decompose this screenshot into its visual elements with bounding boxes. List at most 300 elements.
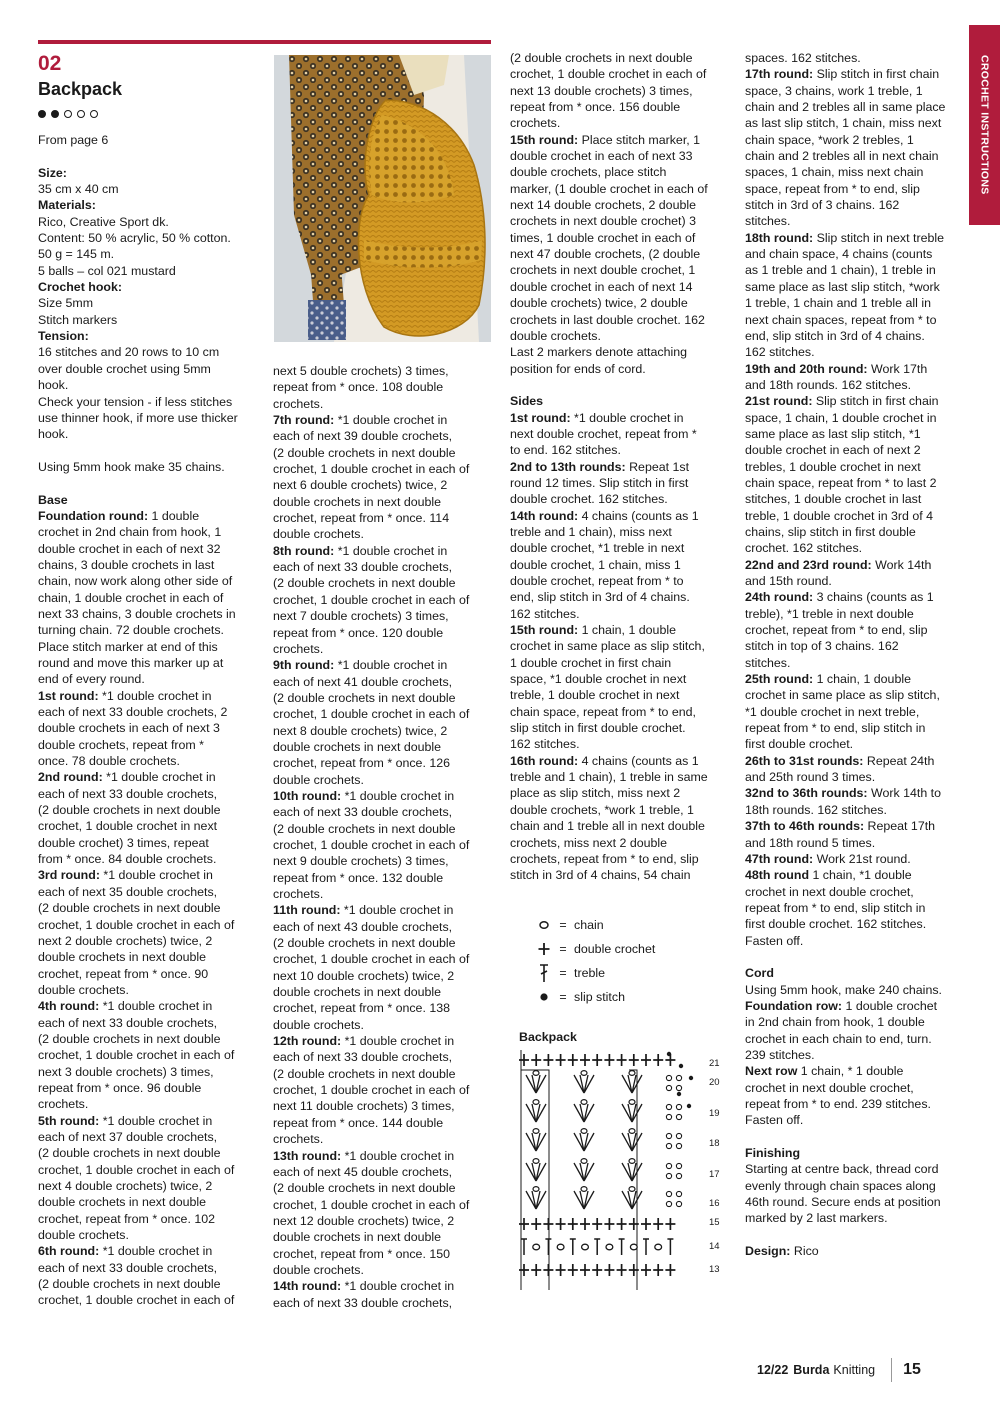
treble-mark [521, 1239, 527, 1255]
text-line: next 6 double crochets) twice, 2 [273, 478, 448, 493]
text-line: next double crochet, repeat from * [510, 426, 697, 441]
chain-mark [666, 1201, 671, 1206]
text-line: and 18th rounds. 162 stitches. [745, 377, 912, 392]
chain-mark [666, 1173, 671, 1178]
section-tab-label: CROCHET INSTRUCTIONS [978, 55, 991, 195]
difficulty-rating [38, 110, 98, 118]
text-line: next 11 double crochets) 3 times, [273, 1099, 455, 1114]
slip-stitch-mark [677, 1092, 681, 1096]
column-4 [745, 50, 965, 1259]
slip-stitch-mark [687, 1104, 691, 1108]
text-line: chain space, repeat from * to end, [510, 704, 696, 719]
text-line: 9th round: *1 double crochet in [273, 658, 448, 673]
text-line: crochet, 1 double crochet in each of [510, 67, 707, 82]
chain-mark [581, 1187, 587, 1192]
text-line: double crochet, 1 chain, miss 1 [510, 557, 681, 572]
text-line: marker, (1 double crochet in each of [510, 181, 708, 196]
text-line: 2nd to 13th rounds: Repeat 1st [510, 459, 690, 474]
chain-mark [581, 1129, 587, 1134]
text-line: next 33 chains, 3 double crochets in [38, 606, 236, 621]
column-1 [38, 132, 263, 1309]
text-line: chains, 3 double crochets in last [38, 557, 215, 572]
chain-mark [666, 1163, 671, 1168]
text-line: 1 treble, 1 chain and 1 treble all in [745, 296, 931, 311]
double-crochet-mark [568, 1264, 578, 1276]
text-line: 5th round: *1 double crochet in [38, 1113, 213, 1128]
chart-row-label: 13 [709, 1264, 720, 1275]
text-line: repeat from * to end, slip stitch in [745, 900, 926, 915]
symbol-legend [536, 915, 655, 1011]
text-line: round and move this marker up at [38, 656, 224, 670]
text-line: (2 double crochets in next double [38, 1146, 221, 1161]
double-crochet-mark [580, 1218, 590, 1230]
text-line: Using 5mm hook make 35 chains. [38, 459, 225, 474]
text-line: Fasten off. [745, 933, 804, 948]
text-line: (2 double crochets in next double [273, 576, 456, 591]
text-line: next 3 double crochets) 3 times, [38, 1064, 214, 1079]
text-line: evenly through chain spaces along [745, 1178, 936, 1193]
treble-fan-mark [574, 1133, 594, 1151]
text-line: crochets. [273, 396, 324, 411]
chart-row-label: 20 [709, 1077, 720, 1088]
legend-label: chain [574, 918, 604, 932]
text-line: Base [38, 492, 68, 507]
text-line: same place as last slip stitch, *1 [745, 426, 921, 441]
text-line: crochet in each chain to end, turn. [745, 1031, 932, 1046]
paragraph-gap [38, 443, 263, 459]
text-line: next 13 double crochets) 3 times, [510, 83, 693, 98]
text-line: (2 double crochets in next double [510, 51, 693, 65]
treble-mark [619, 1239, 625, 1255]
text-line: slip stitch in first double crochet. [510, 721, 686, 736]
text-line: Check your tension - if less stitches [38, 394, 233, 409]
text-line: 46th round. Secure ends at position [745, 1195, 941, 1210]
text-line: crochets, repeat from * to end, slip [510, 851, 699, 866]
text-line: From page 6 [38, 133, 109, 147]
text-line: 1 double crochet in first chain [510, 655, 672, 670]
legend-item-treble [536, 963, 655, 983]
text-line: crochets. [273, 1132, 324, 1147]
treble-mark [643, 1239, 649, 1255]
treble-mark [570, 1239, 576, 1255]
text-line: trebles, 1 double crochet in next [745, 459, 921, 474]
text-line: crochets. [273, 641, 324, 656]
double-crochet-mark [641, 1054, 651, 1066]
text-line: double crochets. [38, 982, 129, 997]
double-crochet-mark [641, 1264, 651, 1276]
text-line: *1 double crochet in next treble, [745, 704, 920, 719]
chart-row-label: 16 [709, 1198, 720, 1209]
text-line: 19th and 20th round: Work 17th [745, 361, 928, 376]
text-line: repeat from * once. 120 double [273, 625, 444, 640]
text-line: crochets. [510, 116, 561, 131]
text-line: chains, slip stitch in first double [745, 524, 916, 539]
stitch-chart [519, 1050, 729, 1315]
stitch-chart-svg [519, 1050, 729, 1310]
text-line: crochet, repeat from * once. 150 [273, 1246, 451, 1261]
text-line: double crochets in each of next 3 [38, 721, 220, 736]
text-line: use thinner hook, if more use thicker [38, 410, 238, 425]
text-line: place as slip stitch, miss next 2 [510, 786, 681, 801]
text-line: 3rd round: *1 double crochet in [38, 868, 213, 883]
difficulty-dot [90, 110, 98, 118]
chain-mark [666, 1191, 671, 1196]
column-2 [273, 363, 498, 1311]
text-line: repeat from * once. 108 double [273, 380, 444, 395]
text-line: each of next 41 double crochets, [273, 674, 453, 689]
double-crochet-mark [543, 1264, 553, 1276]
chain-mark [676, 1201, 681, 1206]
text-line: Foundation round: 1 double [38, 508, 200, 523]
text-line: treble, 1 double crochet in next [510, 688, 680, 703]
text-line: (2 double crochets in next double [273, 445, 456, 460]
treble-icon [537, 963, 551, 983]
text-line: (2 double crochets in next double [273, 1066, 456, 1081]
text-line: position for ends of cord. [510, 361, 646, 376]
text-line: and 15th round. [745, 574, 832, 588]
double-crochet-mark [665, 1054, 675, 1066]
text-line: crochet, 1 double crochet in each of [273, 707, 470, 722]
chain-mark [582, 1244, 589, 1250]
double-crochet-mark [665, 1264, 675, 1276]
text-line: Starting at centre back, thread cord [745, 1162, 939, 1177]
double-crochet-mark [531, 1054, 541, 1066]
text-line: crochet, 1 double crochet in each of [38, 1162, 235, 1177]
text-line: double crochet. 162 stitches. [510, 492, 668, 507]
text-line: stitches, 1 double crochet in last [745, 492, 922, 507]
text-line: 25th round: 1 chain, 1 double [745, 672, 911, 687]
text-line: each of next 33 double crochets, [273, 1050, 453, 1065]
text-line: end of every round. [38, 672, 145, 687]
chain-mark [676, 1173, 681, 1178]
text-line: each of next 33 double crochets, [38, 1260, 218, 1275]
double-crochet-mark [543, 1054, 553, 1066]
text-line: double crochet in each of next 14 [510, 279, 693, 294]
chain-mark [676, 1114, 681, 1119]
double-crochet-mark [617, 1218, 627, 1230]
double-crochet-mark [641, 1218, 651, 1230]
text-line: next 10 double crochets) twice, 2 [273, 968, 455, 983]
text-line: each of next 37 double crochets, [38, 1129, 218, 1144]
text-line: 18th round: Slip stitch in next treble [745, 230, 945, 245]
text-line: Design: Rico [745, 1244, 819, 1259]
text-line: 15th round: Place stitch marker, 1 [510, 132, 701, 147]
chain-mark [533, 1159, 539, 1164]
treble-fan-mark [622, 1104, 642, 1122]
double-crochet-mark [580, 1054, 590, 1066]
chain-mark [676, 1075, 681, 1080]
page-number: 15 [903, 1361, 921, 1378]
treble-fan-mark [574, 1104, 594, 1122]
chain-mark [676, 1104, 681, 1109]
text-line: double crochets in next double [273, 494, 442, 509]
text-line: 24th round: 3 chains (counts as 1 [745, 590, 934, 605]
text-line: (2 double crochets in next double [38, 803, 221, 818]
text-line: (2 double crochets in next double [38, 1031, 221, 1046]
treble-fan-mark [574, 1163, 594, 1181]
text-line: Stitch markers [38, 312, 118, 327]
text-line: same place as last slip stitch, *work [745, 279, 940, 294]
chain-mark [676, 1191, 681, 1196]
text-line: treble), *1 treble in next double [745, 606, 914, 621]
text-line: crochets in last double crochet. 162 [510, 312, 705, 327]
legend-equals: = [559, 942, 567, 956]
text-line: crochet, repeat from * once. 126 [273, 756, 451, 771]
text-line: first double crochet. 162 stitches. [745, 917, 927, 932]
double-crochet-mark [653, 1054, 663, 1066]
difficulty-dot [77, 110, 85, 118]
chart-row-label: 17 [709, 1169, 720, 1180]
legend-item-double-crochet [536, 939, 655, 959]
double-crochet-mark [556, 1054, 566, 1066]
chain-mark [533, 1244, 540, 1250]
text-line: each of next 33 double crochets, [273, 805, 453, 820]
text-line: double crochet in each of next 2 [745, 443, 921, 458]
text-line: turning chain. 72 double crochets. [38, 623, 224, 638]
text-line: end, slip stitch in 3rd of 4 chains. [510, 590, 690, 605]
chain-mark [666, 1133, 671, 1138]
chain-mark [629, 1159, 635, 1164]
double-crochet-mark [604, 1218, 614, 1230]
text-line: Content: 50 % acrylic, 50 % cotton. [38, 231, 231, 246]
paragraph-gap [745, 949, 965, 965]
text-line: crochet in next double crochet, [745, 1080, 914, 1095]
text-line: 14th round: *1 double crochet in [273, 1279, 455, 1294]
text-line: from * once. 84 double crochets. [38, 852, 217, 867]
text-line: crochet, 1 double crochet in next [38, 819, 218, 834]
text-line: first double crochet. [745, 737, 854, 752]
text-line: next 8 double crochets) twice, 2 [273, 723, 448, 738]
text-line: double crochets. [273, 1017, 364, 1032]
double-crochet-mark [604, 1264, 614, 1276]
text-line: crochet, repeat from * once. 114 [273, 511, 450, 526]
text-line: Materials: [38, 198, 96, 213]
text-line: double crochets. [273, 1262, 364, 1277]
text-line: 6th round: *1 double crochet in [38, 1244, 213, 1259]
issue-number: 12/22 [757, 1363, 789, 1377]
text-line: chain, 1 double crochet in each of [38, 590, 224, 605]
text-line: repeat from * once. 144 double [273, 1115, 444, 1130]
double-crochet-mark [531, 1264, 541, 1276]
legend-equals: = [559, 990, 567, 1004]
double-crochet-mark [617, 1264, 627, 1276]
text-line: Size 5mm [38, 296, 94, 311]
text-line: 12th round: *1 double crochet in [273, 1034, 455, 1049]
chain-mark [629, 1100, 635, 1105]
text-line: Crochet hook: [38, 280, 122, 295]
text-line: crochets. [38, 1097, 89, 1112]
slip-stitch-mark [667, 1052, 671, 1056]
text-line: Place stitch marker at end of this [38, 639, 218, 654]
double-crochet-mark [665, 1218, 675, 1230]
text-line: 26th to 31st rounds: Repeat 24th [745, 753, 935, 768]
chain-mark [629, 1071, 635, 1076]
text-line: 48th round 1 chain, *1 double [745, 868, 912, 883]
text-line: spaces, 1 chain, miss next chain [745, 165, 924, 180]
text-line: repeat from * once. 96 double [38, 1080, 202, 1095]
chart-row-label: 21 [709, 1058, 720, 1069]
text-line: repeat from * to end. 239 stitches. [745, 1097, 931, 1111]
paragraph-gap [510, 377, 730, 393]
chain-mark [630, 1244, 637, 1250]
text-line: 13th round: *1 double crochet in [273, 1148, 455, 1163]
text-line: in 2nd chain from hook, 1 double [745, 1015, 925, 1030]
paragraph-gap [745, 1129, 965, 1145]
double-crochet-mark [568, 1218, 578, 1230]
text-line: and 25th round 3 times. [745, 770, 876, 785]
text-line: each of next 33 double crochets, 2 [38, 705, 228, 720]
text-line: double crochet) 3 times, repeat [38, 835, 209, 850]
text-line: crochet, 1 double crochet in each of [38, 917, 235, 932]
text-line: hook. [38, 427, 69, 442]
text-line: 16 stitches and 20 rows to 10 cm [38, 345, 220, 360]
text-line: crochet in same place as slip stitch, [510, 639, 705, 654]
magazine-name: Knitting [833, 1363, 876, 1377]
text-line: next 2 double crochets) twice, 2 [38, 933, 213, 948]
text-line: double crochets in next double [273, 1230, 442, 1245]
page-footer [757, 1358, 921, 1382]
text-line: each of next 35 double crochets, [38, 884, 218, 899]
pattern-title: Backpack [38, 79, 123, 99]
text-line: Finishing [745, 1146, 801, 1161]
text-line: crochets, miss next 2 double [510, 835, 668, 850]
text-line: Using 5mm hook, make 240 chains. [745, 982, 942, 997]
backpack-photo-illustration [274, 55, 491, 342]
legend-item-slip-stitch [536, 987, 655, 1007]
double-crochet-mark [556, 1218, 566, 1230]
text-line: each of next 45 double crochets, [273, 1164, 453, 1179]
chain-mark [676, 1133, 681, 1138]
text-line: double crochet in each of next 33 [510, 149, 693, 164]
slip-stitch-mark [679, 1064, 683, 1068]
text-line: 8th round: *1 double crochet in [273, 543, 448, 558]
paragraph-gap [745, 1227, 965, 1243]
text-line: stitch in top of 3 chains. 162 [745, 639, 899, 654]
text-line: next chain spaces, repeat from * to [745, 312, 937, 327]
legend-label: double crochet [574, 942, 656, 956]
text-line: spaces. 162 stitches. [745, 51, 861, 65]
text-line: space, *1 double crochet in next [510, 672, 687, 687]
text-line: crochet in 2nd chain from hook, 1 [38, 525, 222, 540]
chart-row-label: 19 [709, 1108, 720, 1119]
chain-mark [629, 1129, 635, 1134]
text-line: stitch in 3rd of 3 chains. 162 [745, 198, 900, 213]
text-line: and chain space, 4 chains (counts [745, 247, 933, 262]
text-line: repeat from * once. 156 double [510, 100, 681, 115]
text-line: 1st round: *1 double crochet in [38, 688, 212, 703]
double-crochet-mark [592, 1054, 602, 1066]
chain-mark [581, 1100, 587, 1105]
double-crochet-mark [617, 1054, 627, 1066]
text-line: 14th round: 4 chains (counts as 1 [510, 508, 699, 523]
text-line: 239 stitches. [745, 1047, 815, 1062]
treble-mark [667, 1239, 673, 1255]
text-line: 1st round: *1 double crochet in [510, 410, 684, 425]
chain-mark [666, 1075, 671, 1080]
section-tab [969, 25, 1000, 225]
text-line: crochet, repeat from * once. 138 [273, 1001, 451, 1016]
double-crochet-mark [592, 1264, 602, 1276]
text-line: double crochets in next double [38, 1195, 207, 1210]
treble-fan-mark [574, 1075, 594, 1093]
text-line: double crochet in each of next 32 [38, 541, 221, 556]
chain-mark [666, 1143, 671, 1148]
text-line: Foundation row: 1 double crochet [745, 998, 938, 1013]
text-line: double crochet, repeat from * to [510, 574, 684, 588]
text-line: Last 2 markers denote attaching [510, 345, 688, 360]
text-line: to end. 162 stitches. [510, 443, 621, 458]
text-line: space, 1 chain, 1 double crochet in [745, 410, 937, 425]
text-line: 21st round: Slip stitch in first chain [745, 394, 939, 409]
text-line: chain and 1 treble all in next double [510, 819, 705, 834]
chart-row-label: 15 [709, 1217, 720, 1228]
text-line: each of next 33 double crochets, [38, 786, 218, 801]
chart-row-label: 18 [709, 1138, 720, 1149]
chain-mark [533, 1100, 539, 1105]
paragraph-gap [38, 475, 263, 491]
text-line: double crochet, *1 treble in next [510, 541, 685, 556]
difficulty-dot [51, 110, 59, 118]
pattern-number: 02 [38, 52, 62, 75]
text-line: stitches. [745, 655, 791, 670]
text-line: 35 cm x 40 cm [38, 182, 119, 197]
treble-mark [545, 1239, 551, 1255]
treble-fan-mark [526, 1133, 546, 1151]
double-crochet-icon [537, 939, 551, 959]
text-line: crochet, repeat from * once. 102 [38, 1211, 216, 1226]
double-crochet-mark [531, 1218, 541, 1230]
text-line: next 7 double crochets) 3 times, [273, 609, 449, 624]
text-line: chain and 2 trebles all in same place [745, 100, 946, 115]
text-line: Tension: [38, 329, 89, 344]
treble-fan-mark [526, 1075, 546, 1093]
text-line: crochet, 1 double crochet in each of [273, 462, 470, 477]
text-line: Next row 1 chain, * 1 double [745, 1064, 904, 1079]
text-line: next 4 double crochets) twice, 2 [38, 1179, 213, 1193]
chain-mark [676, 1143, 681, 1148]
text-line: 32nd to 36th rounds: Work 14th to [745, 786, 942, 801]
chain-mark [666, 1085, 671, 1090]
text-line: (2 double crochets in next double [273, 821, 456, 836]
text-line: 162 stitches. [510, 606, 580, 621]
text-line: crochet, 1 double crochet in each of [273, 1197, 470, 1212]
text-line: 18th rounds. 162 stitches. [745, 802, 887, 817]
text-line: (2 double crochets in next double [38, 1277, 221, 1292]
text-line: times, 1 double crochet in each of [510, 230, 696, 245]
text-line: 4th round: *1 double crochet in [38, 999, 213, 1014]
legend-item-chain [536, 915, 655, 935]
text-line: each of next 33 double crochets, [38, 1015, 218, 1030]
text-line: crochet, repeat from * once. 90 [38, 966, 209, 981]
double-crochet-mark [629, 1054, 639, 1066]
double-crochet-mark [556, 1264, 566, 1276]
text-line: end, slip stitch in 3rd of 4 chains. [745, 328, 925, 343]
text-line: 162 stitches. [510, 737, 580, 752]
double-crochet-mark [653, 1218, 663, 1230]
text-line: 17th round: Slip stitch in first chain [745, 67, 940, 82]
legend-equals: = [559, 966, 567, 980]
text-line: round 12 times. Slip stitch in first [510, 475, 689, 490]
text-line: treble and 1 chain), 1 treble in same [510, 770, 708, 785]
treble-fan-mark [526, 1163, 546, 1181]
text-line: chain and 2 trebles all in next chain [745, 149, 939, 164]
column-3 [510, 50, 730, 884]
text-line: as 1 treble and 1 chain), 1 treble in [745, 263, 936, 278]
text-line: next 47 double crochets, (2 double [510, 247, 701, 262]
text-line: crochet, 1 double crochet in each of [273, 592, 470, 607]
text-line: crochets in next double crochet, 1 [510, 263, 696, 278]
chain-mark [557, 1244, 564, 1250]
